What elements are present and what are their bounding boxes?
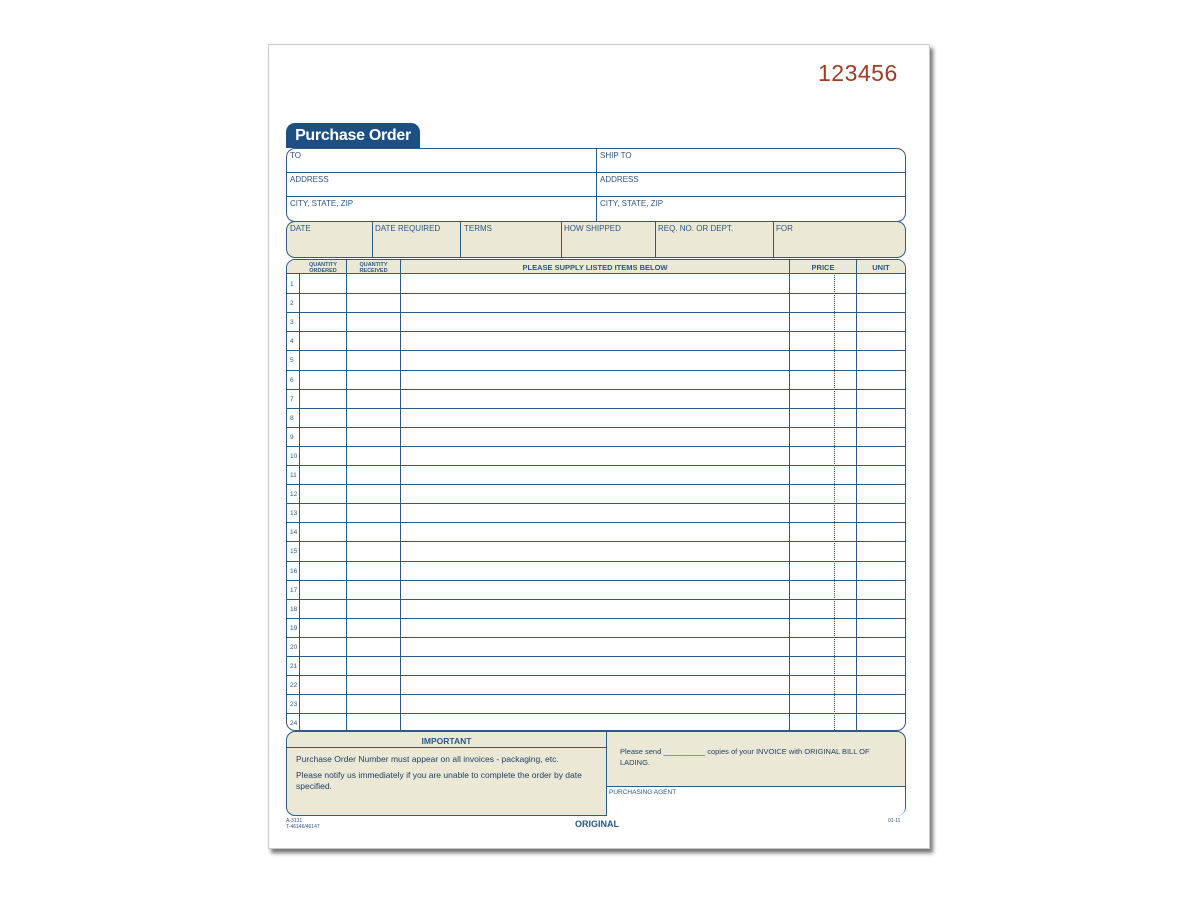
- row-number: 13: [290, 510, 298, 518]
- price-cents-divider: [834, 273, 835, 730]
- row-rule: [287, 408, 905, 409]
- address-rule: [287, 196, 905, 197]
- terms-label: TERMS: [464, 224, 492, 233]
- row-number: 19: [290, 624, 298, 632]
- row-rule: [287, 599, 905, 600]
- row-rule: [287, 580, 905, 581]
- row-number: 1: [290, 281, 294, 288]
- invoice-note-suffix: copies of your INVOICE with ORIGINAL BILL OF LADING.: [620, 747, 870, 767]
- date-label: DATE: [290, 224, 311, 233]
- row-number: 20: [290, 643, 298, 651]
- row-rule: [287, 293, 905, 294]
- address-label: ADDRESS: [290, 175, 329, 184]
- invoice-note: [620, 746, 900, 768]
- how-shipped-label: HOW SHIPPED: [564, 224, 621, 233]
- copy-label: ORIGINAL: [575, 819, 619, 829]
- qty-received-line1: QUANTITY: [359, 262, 388, 268]
- info-divider: [561, 221, 562, 257]
- qty-ordered-header: [300, 262, 346, 274]
- row-number: 4: [290, 338, 294, 346]
- row-rule: [287, 427, 905, 428]
- row-rule: [287, 637, 905, 638]
- row-rule: [287, 484, 905, 485]
- row-number: 14: [290, 529, 298, 537]
- info-divider: [460, 221, 461, 257]
- row-rule: [287, 541, 905, 542]
- row-number: 22: [290, 682, 298, 690]
- qty-ordered-line2: ORDERED: [309, 268, 337, 274]
- to-label: TO: [290, 151, 301, 160]
- row-number: 11: [290, 472, 297, 479]
- form-code-2: T-46146/46147: [286, 824, 320, 830]
- invoice-copies-blank: __________: [663, 747, 706, 756]
- serial-number: 123456: [818, 60, 898, 86]
- row-number: 12: [290, 491, 298, 499]
- row-rule: [287, 370, 905, 371]
- date-required-label: DATE REQUIRED: [375, 224, 441, 233]
- row-number: 7: [290, 395, 294, 403]
- row-rule: [287, 675, 905, 676]
- row-rule: [287, 694, 905, 695]
- row-number: 8: [290, 414, 294, 422]
- row-number: 24: [290, 720, 298, 728]
- invoice-note-prefix: Please send: [620, 747, 662, 756]
- important-line-1: Purchase Order Number must appear on all invoices - packaging, etc.: [296, 754, 559, 764]
- row-number: 15: [290, 548, 298, 556]
- items-table: [286, 259, 906, 731]
- row-rule: [287, 522, 905, 523]
- important-line-2: Please notify us immediately if you are unable to complete the order by date specified.: [296, 770, 582, 791]
- price-header: PRICE: [811, 263, 835, 272]
- qty-received-line2: RECEIVED: [359, 268, 388, 274]
- info-divider: [655, 221, 656, 257]
- row-rule: [287, 389, 905, 390]
- row-rule: [287, 713, 905, 714]
- qty-received-header: [347, 262, 400, 274]
- important-heading: IMPORTANT: [421, 736, 472, 746]
- row-number: 18: [290, 605, 298, 613]
- row-number: 2: [290, 300, 294, 308]
- description-header: PLEASE SUPPLY LISTED ITEMS BELOW: [522, 263, 668, 272]
- row-number: 10: [290, 452, 298, 460]
- row-number: 9: [290, 433, 294, 441]
- row-number: 5: [290, 357, 294, 365]
- info-divider: [773, 221, 774, 257]
- row-rule: [287, 561, 905, 562]
- info-divider: [372, 221, 373, 257]
- row-number: 16: [290, 567, 298, 575]
- form-code: A-3131: [286, 818, 303, 824]
- row-number: 3: [290, 319, 294, 327]
- row-rule: [287, 350, 905, 351]
- address-rule: [287, 172, 905, 173]
- form-title: Purchase Order: [286, 123, 420, 148]
- ship-city-state-zip-label: CITY, STATE, ZIP: [600, 199, 664, 208]
- unit-header: UNIT: [872, 263, 890, 272]
- row-rule: [287, 331, 905, 332]
- ship-address-label: ADDRESS: [600, 175, 639, 184]
- row-rule: [287, 446, 905, 447]
- row-rule: [287, 656, 905, 657]
- city-state-zip-label: CITY, STATE, ZIP: [290, 199, 354, 208]
- req-no-dept-label: REQ. NO. OR DEPT.: [658, 224, 734, 233]
- row-number: 21: [290, 663, 298, 670]
- col-divider: [299, 273, 300, 730]
- row-rule: [287, 503, 905, 504]
- row-rule: [287, 465, 905, 466]
- address-divider: [596, 148, 597, 221]
- row-rule: [287, 618, 905, 619]
- for-label: FOR: [776, 224, 793, 233]
- row-rule: [287, 312, 905, 313]
- row-number: 23: [290, 701, 298, 709]
- qty-ordered-line1: QUANTITY: [308, 262, 338, 268]
- row-number: 17: [290, 586, 298, 594]
- purchasing-agent-label: PURCHASING AGENT: [609, 789, 677, 796]
- date-code: 01-11: [888, 818, 901, 824]
- ship-to-label: SHIP TO: [600, 151, 632, 160]
- important-header-rule: [287, 747, 606, 748]
- row-number: 6: [290, 376, 294, 384]
